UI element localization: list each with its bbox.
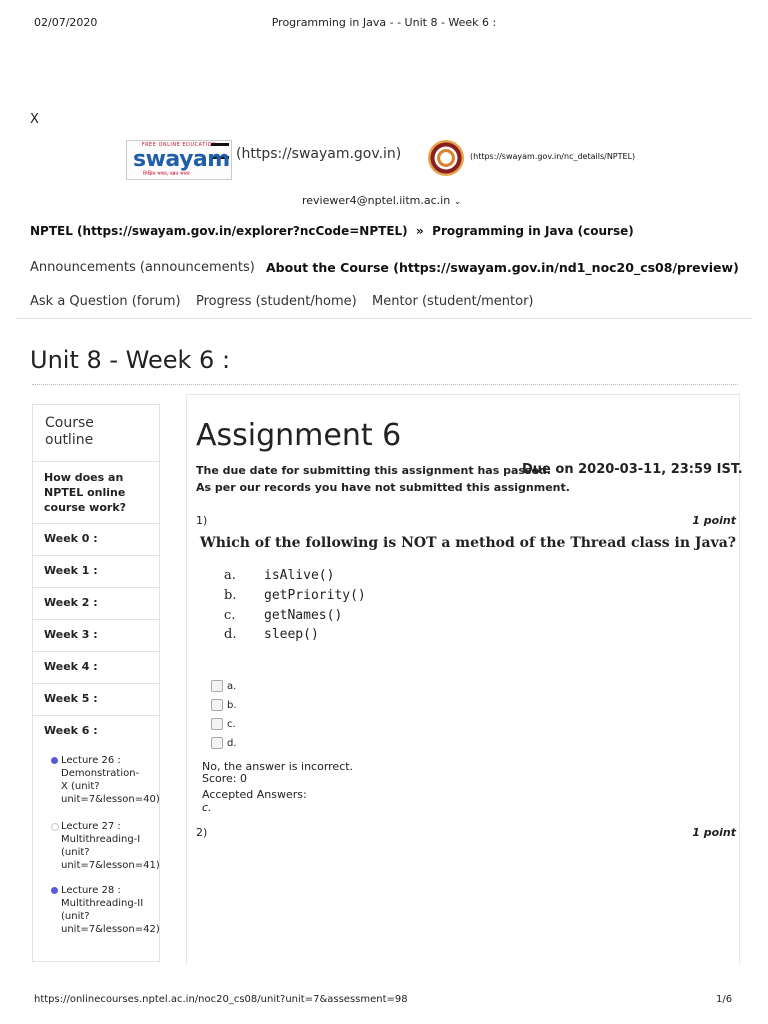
lecture-label: Demonstration- xyxy=(61,768,140,779)
lecture-label: Lecture 28 : xyxy=(61,885,121,896)
feedback-message: No, the answer is incorrect. xyxy=(202,760,354,773)
logo-word: swayam xyxy=(133,147,230,172)
score-text: Score: 0 xyxy=(202,772,248,785)
lecture-label: X (unit? xyxy=(61,781,100,792)
option-code: getPriority() xyxy=(264,588,366,603)
print-footer-url: https://onlinecourses.nptel.ac.in/noc20_cs08/unit?unit=7&assessment=98 xyxy=(34,994,408,1005)
divider xyxy=(32,384,738,385)
breadcrumb-root-link[interactable]: NPTEL (https://swayam.gov.in/explorer?ncCode=NPTEL) xyxy=(30,224,408,238)
sidebar-item-week-3[interactable] xyxy=(33,619,159,652)
accepted-answer-value: c. xyxy=(202,801,212,814)
answer-checkbox-a[interactable] xyxy=(211,680,223,692)
lecture-label: unit=7&lesson=40) xyxy=(61,794,160,805)
nav-about-course[interactable]: About the Course (https://swayam.gov.in/nd1_noc20_cs08/preview) xyxy=(266,260,739,275)
sidebar-item-week-6[interactable] xyxy=(33,715,159,748)
sidebar-item-label: Week 3 : xyxy=(44,628,98,641)
question-text: Which of the following is NOT a method of the Thread class in Java? xyxy=(200,535,736,551)
lecture-label: Multithreading-II xyxy=(61,898,144,909)
answer-choice-label: a. xyxy=(227,681,237,692)
sidebar-item-label: Week 1 : xyxy=(44,564,98,577)
lecture-label: Multithreading-I xyxy=(61,834,141,845)
sidebar-lecture-26[interactable] xyxy=(61,754,160,806)
sidebar-item-label: Week 4 : xyxy=(44,660,98,673)
course-outline-sidebar xyxy=(32,404,160,962)
answer-choice-label: b. xyxy=(227,700,237,711)
option-letter: c. xyxy=(224,608,236,623)
lecture-label: Lecture 27 : xyxy=(61,821,121,832)
option-letter: b. xyxy=(224,588,237,603)
sidebar-lecture-28[interactable] xyxy=(61,884,160,936)
chevron-down-icon: ⌄ xyxy=(453,197,462,207)
logo-subtext: शिक्षित भारत, उन्नत भारत xyxy=(143,171,190,177)
question-number: 1) xyxy=(196,514,208,527)
lecture-label: (unit? xyxy=(61,911,90,922)
due-date: Due on 2020-03-11, 23:59 IST. xyxy=(522,462,743,477)
nav-ask-question[interactable]: Ask a Question (forum) xyxy=(30,294,181,309)
question-points: 1 point xyxy=(692,826,736,839)
sidebar-heading-line: outline xyxy=(45,432,94,448)
lecture-status-icon xyxy=(51,887,58,894)
assignment-panel xyxy=(186,394,740,965)
question-points: 1 point xyxy=(692,514,736,527)
nav-mentor[interactable]: Mentor (student/mentor) xyxy=(372,294,534,309)
option-letter: d. xyxy=(224,627,237,642)
logo-tagline: FREE ONLINE EDUCATION xyxy=(141,142,217,148)
sidebar-item-label: course work? xyxy=(44,501,127,514)
nptel-link[interactable]: (https://swayam.gov.in/nc_details/NPTEL) xyxy=(470,152,636,161)
divider xyxy=(16,318,752,319)
option-code: getNames() xyxy=(264,608,343,623)
sidebar-item-label: How does an xyxy=(44,471,124,484)
lecture-status-icon xyxy=(51,823,59,831)
sidebar-item-label: Week 2 : xyxy=(44,596,98,609)
breadcrumb-course-link[interactable]: Programming in Java (course) xyxy=(432,224,634,238)
sidebar-item-week-5[interactable] xyxy=(33,683,159,716)
sidebar-item-label: Week 5 : xyxy=(44,692,98,705)
sidebar-item-week-0[interactable] xyxy=(33,523,159,556)
lecture-label: unit=7&lesson=42) xyxy=(61,924,160,935)
option-letter: a. xyxy=(224,568,236,583)
print-page-title: Programming in Java - - Unit 8 - Week 6 : xyxy=(271,16,497,29)
nav-progress[interactable]: Progress (student/home) xyxy=(196,294,357,309)
option-code: isAlive() xyxy=(264,568,335,583)
sidebar-item-week-2[interactable] xyxy=(33,587,159,620)
close-icon[interactable]: X xyxy=(30,112,39,127)
sidebar-item-label: NPTEL online xyxy=(44,486,126,499)
nav-announcements[interactable]: Announcements (announcements) xyxy=(30,260,255,275)
sidebar-item-week-4[interactable] xyxy=(33,651,159,684)
nptel-emblem-icon[interactable] xyxy=(428,140,464,176)
lecture-label: unit=7&lesson=41) xyxy=(61,860,160,871)
answer-checkbox-c[interactable] xyxy=(211,718,223,730)
print-date: 02/07/2020 xyxy=(34,16,98,29)
user-email: reviewer4@nptel.iitm.ac.in xyxy=(302,194,451,207)
accepted-answers-label: Accepted Answers: xyxy=(202,788,307,801)
print-page-number: 1/6 xyxy=(716,994,733,1005)
assignment-title: Assignment 6 xyxy=(196,418,402,453)
lecture-label: Lecture 26 : xyxy=(61,755,121,766)
sidebar-heading-line: Course xyxy=(45,415,94,431)
lecture-label: (unit? xyxy=(61,847,90,858)
due-passed-message: The due date for submitting this assignment has passed. xyxy=(196,464,551,477)
sidebar-heading xyxy=(45,415,94,449)
breadcrumb-separator: » xyxy=(416,224,424,238)
sidebar-item-how-it-works[interactable] xyxy=(33,461,159,524)
sidebar-item-week-1[interactable] xyxy=(33,555,159,588)
sidebar-item-label: Week 0 : xyxy=(44,532,98,545)
answer-choice-label: c. xyxy=(227,719,236,730)
answer-checkbox-b[interactable] xyxy=(211,699,223,711)
user-menu[interactable] xyxy=(302,194,461,207)
not-submitted-message: As per our records you have not submitted this assignment. xyxy=(196,481,570,494)
answer-checkbox-d[interactable] xyxy=(211,737,223,749)
page-title: Unit 8 - Week 6 : xyxy=(30,346,231,374)
answer-choice-label: d. xyxy=(227,738,237,749)
sidebar-lecture-27[interactable] xyxy=(61,820,160,872)
sidebar-item-label: Week 6 : xyxy=(44,724,98,737)
question-number: 2) xyxy=(196,826,208,839)
swayam-link[interactable]: (https://swayam.gov.in) xyxy=(236,146,402,162)
breadcrumb xyxy=(30,224,634,238)
option-code: sleep() xyxy=(264,627,319,642)
lecture-status-icon xyxy=(51,757,58,764)
swayam-logo[interactable] xyxy=(126,140,232,180)
